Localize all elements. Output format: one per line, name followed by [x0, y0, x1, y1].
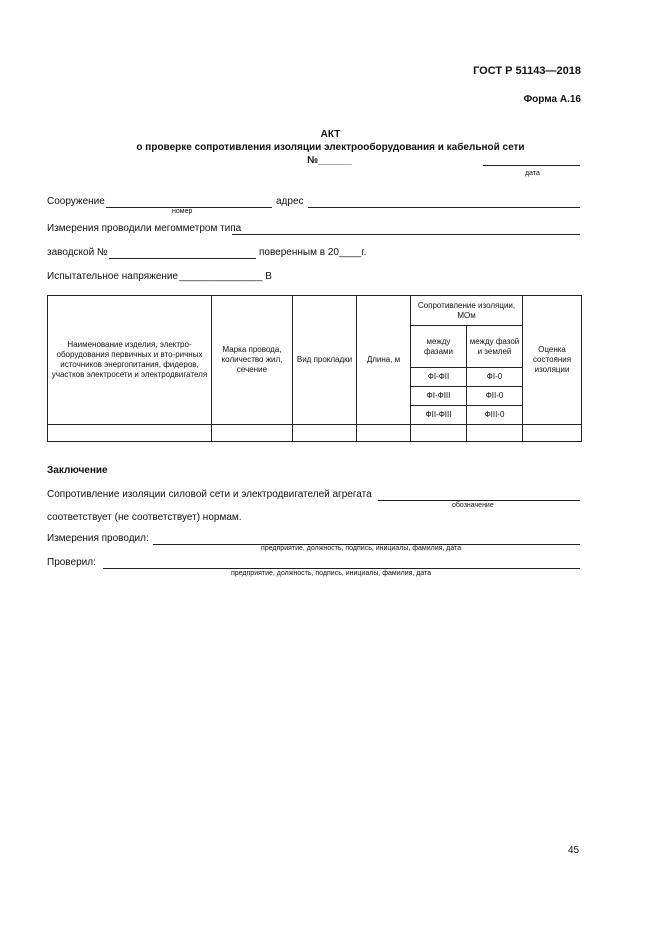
resistance-label: Сопротивление изоляции силовой сети и электродвигателей агрегата — [47, 489, 372, 500]
checked-label: Проверил: — [47, 557, 96, 568]
meter-line[interactable] — [232, 234, 580, 235]
table-cell[interactable] — [467, 425, 523, 442]
designation-caption: обозначение — [452, 502, 494, 509]
designation-line[interactable] — [378, 500, 580, 501]
number-caption: номер — [172, 208, 193, 215]
pair-phases: ФI-ФIII — [411, 387, 467, 406]
checked-line[interactable] — [103, 568, 580, 569]
address-line[interactable] — [308, 207, 580, 208]
act-subtitle: о проверке сопротивления изоляции электрооборудования и кабельной сети — [136, 142, 525, 153]
col-route-header: Вид прокладки — [293, 296, 357, 425]
page-number: 45 — [568, 845, 580, 856]
address-label: адрес — [276, 196, 304, 207]
pair-phases: ФI-ФII — [411, 368, 467, 387]
insulation-table — [47, 295, 582, 442]
structure-label: Сооружение — [47, 196, 105, 207]
table-row[interactable] — [48, 425, 582, 442]
date-line[interactable] — [483, 165, 580, 166]
pair-ground: ФIII-0 — [467, 406, 523, 425]
measured-caption: предприятие, должность, подпись, инициалы, фамилия, дата — [261, 545, 462, 552]
col-assessment-header: Оценка состояния изоляции — [523, 296, 582, 425]
table-cell[interactable] — [357, 425, 411, 442]
table-cell[interactable] — [212, 425, 293, 442]
conclusion-heading: Заключение — [47, 465, 108, 476]
col-phase-ground-header: между фазой и землей — [467, 326, 523, 368]
measured-label: Измерения проводил: — [47, 533, 149, 544]
table-cell[interactable] — [411, 425, 467, 442]
table-cell[interactable] — [293, 425, 357, 442]
serial-label: заводской № — [47, 247, 108, 258]
act-number-label: №______ — [307, 155, 352, 166]
form-number: Форма А.16 — [523, 94, 581, 105]
date-caption: дата — [525, 170, 540, 177]
meter-label: Измерения проводили мегомметром типа — [47, 223, 242, 234]
act-title: АКТ — [320, 129, 341, 140]
compliance-text: соответствует (не соответствует) нормам. — [47, 512, 242, 523]
checked-caption: предприятие, должность, подпись, инициалы, фамилия, дата — [231, 570, 432, 577]
table-cell[interactable] — [523, 425, 582, 442]
voltage-blank[interactable]: _______________ В — [179, 271, 272, 282]
serial-line[interactable] — [109, 258, 256, 259]
pair-phases: ФII-ФIII — [411, 406, 467, 425]
pair-ground: ФI-0 — [467, 368, 523, 387]
col-wire-header: Марка провода, количество жил, сечение — [212, 296, 293, 425]
col-between-phases-header: между фазами — [411, 326, 467, 368]
col-name-header: Наименование изделия, электро-оборудования первичных и вто-ричных источников энергопитания, фидеров, участков электросети и электродвигателя — [48, 296, 212, 425]
verified-label: поверенным в 20____г. — [259, 247, 367, 258]
pair-ground: ФII-0 — [467, 387, 523, 406]
table-cell[interactable] — [48, 425, 212, 442]
standard-number: ГОСТ Р 51143—2018 — [473, 65, 581, 77]
col-resistance-header: Сопротивление изоляции, МОм — [411, 296, 523, 326]
col-length-header: Длина, м — [357, 296, 411, 425]
voltage-label: Испытательное напряжение — [47, 271, 179, 282]
